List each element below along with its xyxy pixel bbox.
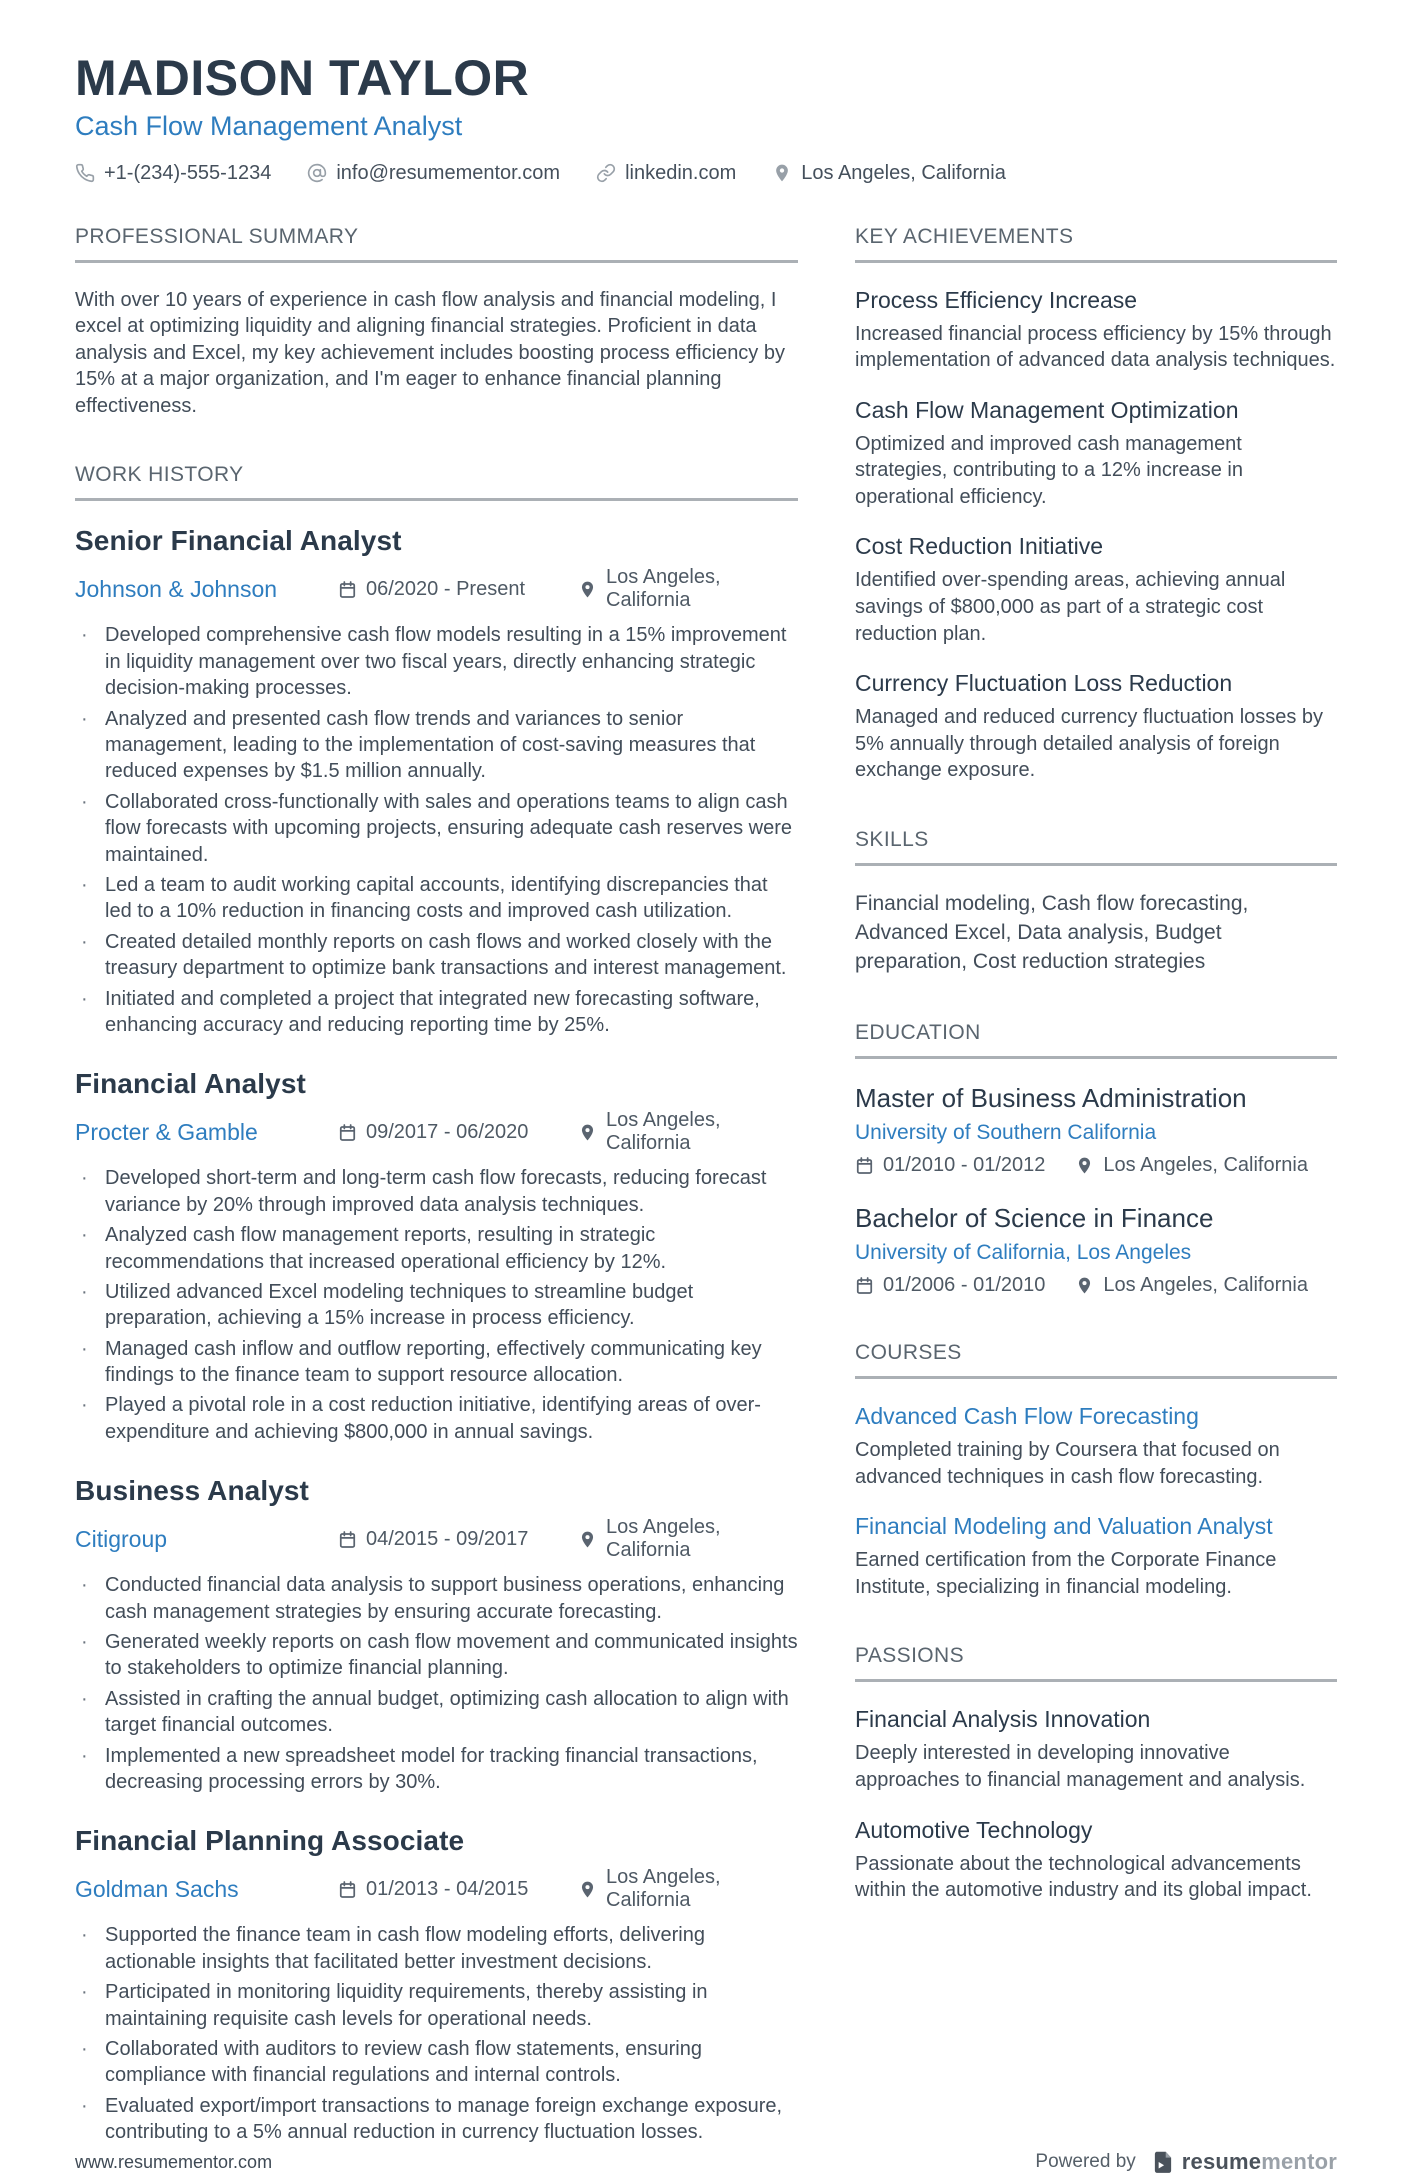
achievement-item [855, 533, 1337, 647]
job-location-text: Los Angeles, California [606, 1516, 721, 1562]
job-meta-row [75, 1866, 798, 1912]
job-meta-row [75, 1516, 798, 1562]
course-heading[interactable]: Advanced Cash Flow Forecasting [855, 1402, 1199, 1429]
calendar-icon [855, 1156, 874, 1175]
achievement-heading: Process Efficiency Increase [855, 286, 1138, 313]
job-title: Senior Financial Analyst [75, 525, 402, 557]
section-skills [855, 828, 1337, 977]
bullet-dot: · [81, 987, 88, 1010]
education-dates [855, 1274, 1045, 1297]
job-bullet [75, 2093, 798, 2146]
school-link[interactable]: University of California, Los Angeles [855, 1240, 1192, 1264]
job-title: Financial Planning Associate [75, 1825, 465, 1857]
bullet-dot: · [81, 1574, 88, 1597]
company-link[interactable]: Citigroup [75, 1525, 168, 1552]
job-location [578, 1516, 798, 1562]
achievement-item [855, 287, 1337, 374]
job-bullet-list [75, 622, 798, 1038]
passion-item [855, 1706, 1337, 1793]
job-bullet [75, 1279, 798, 1332]
contact-linkedin [596, 162, 736, 185]
job-bullet [75, 1743, 798, 1796]
bullet-text: Played a pivotal role in a cost reduction initiative, identifying areas of over-expenditure and achieving $800,000 in annual savings. [105, 1394, 761, 1443]
bullet-text: Developed short-term and long-term cash flow forecasts, reducing forecast variance by 20% through improved data analysis techniques. [105, 1167, 767, 1216]
summary-text: With over 10 years of experience in cash flow analysis and financial modeling, I excel at optimizing liquidity and aligning financial strategies. Proficient in data analysis and Excel, my key achievement includes boosting process efficiency by 15% at a major organization, and I'm eager to enhance financial planning effectiveness. [75, 288, 785, 417]
resumementor-logo-icon [1150, 2149, 1176, 2175]
achievement-text: Optimized and improved cash management strategies, contributing to a 12% increase in operational efficiency. [855, 432, 1243, 508]
contact-email [307, 162, 560, 185]
location-text: Los Angeles, California [801, 161, 1006, 184]
degree-title: Master of Business Administration [855, 1082, 1247, 1113]
bullet-text: Evaluated export/import transactions to manage foreign exchange exposure, contributing to a 5% annual reduction in currency fluctuation losses. [105, 2094, 783, 2144]
job-dates-text: 01/2013 - 04/2015 [366, 1877, 529, 1900]
bullet-text: Assisted in crafting the annual budget, optimizing cash allocation to align with target financial outcomes. [105, 1687, 789, 1737]
calendar-icon [338, 1530, 357, 1549]
achievement-heading: Currency Fluctuation Loss Reduction [855, 670, 1233, 697]
job-bullet [75, 1629, 798, 1682]
education-meta-row [855, 1154, 1337, 1177]
course-item [855, 1403, 1337, 1490]
job-location-text: Los Angeles, California [606, 1866, 721, 1912]
section-work-history [75, 463, 798, 2145]
passion-heading: Financial Analysis Innovation [855, 1706, 1151, 1733]
section-title-skills: SKILLS [855, 828, 1337, 866]
education-location [1075, 1274, 1308, 1297]
job-location [578, 566, 798, 612]
bullet-dot: · [81, 707, 88, 730]
job-title: Business Analyst [75, 1475, 309, 1507]
job-entry [75, 525, 798, 1038]
section-education [855, 1021, 1337, 1297]
contact-location [772, 162, 1006, 185]
section-title-professional-summary: PROFESSIONAL SUMMARY [75, 225, 798, 263]
course-text: Earned certification from the Corporate Finance Institute, specializing in financial modeling. [855, 1549, 1277, 1598]
job-entry [75, 1068, 798, 1445]
job-location [578, 1866, 798, 1912]
link-icon [596, 163, 616, 183]
location-pin-icon [578, 1880, 597, 1899]
left-column [75, 225, 798, 2150]
bullet-text: Collaborated with auditors to review cash flow statements, ensuring compliance with financial regulations and internal controls. [105, 2037, 702, 2087]
linkedin-text[interactable]: linkedin.com [625, 161, 737, 184]
section-title-passions: PASSIONS [855, 1644, 1337, 1682]
phone-text[interactable]: +1-(234)-555-1234 [104, 161, 272, 184]
bullet-text: Generated weekly reports on cash flow movement and communicated insights to stakeholders to optimize financial planning. [105, 1631, 798, 1680]
achievement-text: Managed and reduced currency fluctuation losses by 5% annually through detailed analysis of foreign exchange exposure. [855, 706, 1324, 782]
job-title: Financial Analyst [75, 1068, 306, 1100]
job-entry [75, 1825, 798, 2145]
person-job-title: Cash Flow Management Analyst [75, 110, 463, 141]
location-pin-icon [578, 1530, 597, 1549]
job-dates-text: 04/2015 - 09/2017 [366, 1527, 529, 1550]
job-bullet [75, 1392, 798, 1445]
email-text[interactable]: info@resumementor.com [336, 161, 561, 184]
job-dates [338, 1878, 578, 1901]
section-courses [855, 1341, 1337, 1600]
bullet-dot: · [81, 1280, 88, 1303]
company-link[interactable]: Goldman Sachs [75, 1875, 239, 1902]
course-text: Completed training by Coursera that focused on advanced techniques in cash flow forecasting. [855, 1438, 1280, 1488]
contact-row [75, 162, 1337, 185]
page-footer [75, 2149, 1337, 2175]
education-location-text: Los Angeles, California [1103, 1153, 1308, 1176]
bullet-dot: · [81, 790, 88, 813]
bullet-dot: · [81, 1631, 88, 1654]
job-bullet [75, 1165, 798, 1218]
bullet-dot: · [81, 873, 88, 896]
section-title-education: EDUCATION [855, 1021, 1337, 1059]
person-name: MADISON TAYLOR [75, 50, 530, 106]
bullet-dot: · [81, 624, 88, 647]
job-meta-row [75, 1109, 798, 1155]
location-pin-icon [578, 1123, 597, 1142]
bullet-dot: · [81, 1924, 88, 1947]
bullet-dot: · [81, 930, 88, 953]
passion-text: Passionate about the technological advancements within the automotive industry and its global impact. [855, 1852, 1312, 1902]
education-dates-text: 01/2006 - 01/2010 [883, 1273, 1046, 1296]
bullet-dot: · [81, 1224, 88, 1247]
location-pin-icon [1075, 1276, 1094, 1295]
job-bullet [75, 622, 798, 701]
course-heading[interactable]: Financial Modeling and Valuation Analyst [855, 1513, 1273, 1540]
job-bullet-list [75, 1572, 798, 1795]
bullet-dot: · [81, 1744, 88, 1767]
job-bullet [75, 1572, 798, 1625]
passion-heading: Automotive Technology [855, 1816, 1093, 1843]
job-location [578, 1109, 798, 1155]
bullet-dot: · [81, 1687, 88, 1710]
skills-text: Financial modeling, Cash flow forecasting, Advanced Excel, Data analysis, Budget preparation, Cost reduction strategies [855, 892, 1249, 973]
at-sign-icon [307, 163, 327, 183]
calendar-icon [338, 1880, 357, 1899]
section-professional-summary [75, 225, 798, 420]
bullet-text: Implemented a new spreadsheet model for tracking financial transactions, decreasing processing errors by 30%. [105, 1744, 758, 1793]
section-title-courses: COURSES [855, 1341, 1337, 1379]
bullet-dot: · [81, 1337, 88, 1360]
job-bullet [75, 2036, 798, 2089]
job-entry [75, 1475, 798, 1795]
education-dates [855, 1154, 1045, 1177]
education-entry [855, 1203, 1337, 1297]
job-bullet [75, 929, 798, 982]
job-meta-row [75, 566, 798, 612]
bullet-dot: · [81, 1167, 88, 1190]
education-entry [855, 1083, 1337, 1177]
achievement-text: Increased financial process efficiency by 15% through implementation of advanced data analysis techniques. [855, 322, 1336, 372]
job-bullet [75, 1336, 798, 1389]
calendar-icon [338, 1123, 357, 1142]
section-title-key-achievements: KEY ACHIEVEMENTS [855, 225, 1337, 263]
job-bullet [75, 1686, 798, 1739]
footer-website-link[interactable]: www.resumementor.com [75, 2151, 273, 2172]
bullet-dot: · [81, 2037, 88, 2060]
passion-item [855, 1817, 1337, 1904]
bullet-dot: · [81, 1981, 88, 2004]
bullet-text: Developed comprehensive cash flow models resulting in a 15% improvement in liquidity management over two fiscal years, directly enhancing strategic decision-making processes. [105, 624, 787, 700]
job-bullet [75, 986, 798, 1039]
education-meta-row [855, 1274, 1337, 1297]
bullet-text: Created detailed monthly reports on cash flows and worked closely with the treasury department to optimize bank transactions and interest management. [105, 930, 787, 980]
bullet-text: Managed cash inflow and outflow reporting, effectively communicating key findings to the finance team to support resource allocation. [105, 1337, 762, 1387]
calendar-icon [338, 580, 357, 599]
bullet-text: Led a team to audit working capital accounts, identifying discrepancies that led to a 10% reduction in financing costs and improved cash utilization. [105, 873, 768, 923]
calendar-icon [855, 1276, 874, 1295]
job-bullet [75, 789, 798, 868]
section-title-work-history: WORK HISTORY [75, 463, 798, 501]
school-link[interactable]: University of Southern California [855, 1120, 1157, 1144]
job-bullet-list [75, 1922, 798, 2145]
job-bullet [75, 872, 798, 925]
achievement-text: Identified over-spending areas, achieving annual savings of $800,000 as part of a strategic cost reduction plan. [855, 569, 1286, 645]
location-pin-icon [578, 580, 597, 599]
job-bullet-list [75, 1165, 798, 1445]
job-bullet [75, 1979, 798, 2032]
phone-icon [75, 163, 95, 183]
bullet-text: Supported the finance team in cash flow modeling efforts, delivering actionable insights that facilitated better investment decisions. [105, 1924, 705, 1973]
powered-by-label: Powered by [1035, 2151, 1136, 2173]
company-link[interactable]: Johnson & Johnson [75, 575, 278, 602]
right-column [855, 225, 1337, 2150]
location-pin-icon [772, 163, 792, 183]
brand-light: mentor [1261, 2149, 1337, 2175]
job-location-text: Los Angeles, California [606, 1109, 721, 1155]
job-dates-text: 09/2017 - 06/2020 [366, 1120, 529, 1143]
contact-phone [75, 162, 271, 185]
degree-title: Bachelor of Science in Finance [855, 1202, 1214, 1233]
passion-text: Deeply interested in developing innovative approaches to financial management and analysis. [855, 1742, 1306, 1791]
job-dates-text: 06/2020 - Present [366, 577, 525, 600]
bullet-dot: · [81, 2094, 88, 2117]
bullet-text: Analyzed cash flow management reports, resulting in strategic recommendations that increased operational efficiency by 12%. [105, 1224, 667, 1273]
bullet-text: Initiated and completed a project that integrated new forecasting software, enhancing accuracy and reducing reporting time by 25%. [105, 987, 760, 1036]
job-bullet [75, 706, 798, 785]
resume-header [75, 52, 1337, 185]
powered-by-block [1035, 2149, 1337, 2175]
education-location [1075, 1154, 1308, 1177]
company-link[interactable]: Procter & Gamble [75, 1118, 258, 1145]
job-dates [338, 578, 578, 601]
job-bullet [75, 1222, 798, 1275]
resumementor-brand[interactable] [1150, 2149, 1337, 2175]
bullet-text: Conducted financial data analysis to support business operations, enhancing cash management strategies by ensuring accurate forecasting. [105, 1574, 785, 1623]
section-key-achievements [855, 225, 1337, 785]
job-bullet [75, 1922, 798, 1975]
brand-bold: resume [1181, 2149, 1262, 2175]
course-item [855, 1513, 1337, 1600]
achievement-item [855, 397, 1337, 511]
education-dates-text: 01/2010 - 01/2012 [883, 1153, 1046, 1176]
bullet-text: Collaborated cross-functionally with sales and operations teams to align cash flow forecasts with upcoming projects, ensuring adequate cash reserves were maintained. [105, 790, 793, 866]
achievement-heading: Cash Flow Management Optimization [855, 396, 1239, 423]
location-pin-icon [1075, 1156, 1094, 1175]
job-location-text: Los Angeles, California [606, 566, 721, 612]
section-passions [855, 1644, 1337, 1903]
job-dates [338, 1121, 578, 1144]
achievement-item [855, 670, 1337, 784]
bullet-text: Analyzed and presented cash flow trends and variances to senior management, leading to the implementation of cost-saving measures that reduced expenses by $1.5 million annually. [105, 707, 756, 783]
achievement-heading: Cost Reduction Initiative [855, 533, 1104, 560]
bullet-text: Participated in monitoring liquidity requirements, thereby assisting in maintaining requisite cash levels for operational needs. [105, 1981, 708, 2030]
job-dates [338, 1528, 578, 1551]
bullet-text: Utilized advanced Excel modeling techniques to streamline budget preparation, achieving a 15% increase in process efficiency. [105, 1280, 694, 1330]
resumementor-wordmark [1182, 2149, 1337, 2175]
education-location-text: Los Angeles, California [1103, 1273, 1308, 1296]
bullet-dot: · [81, 1394, 88, 1417]
